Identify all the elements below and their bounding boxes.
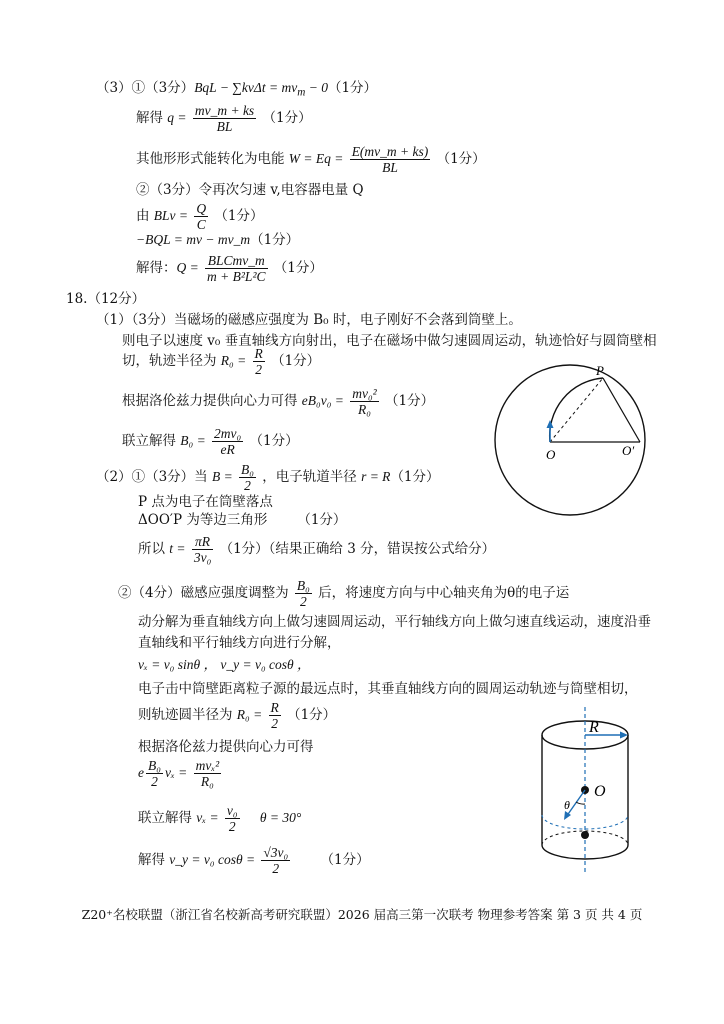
q18-1-line3	[122, 346, 320, 377]
fraction	[261, 845, 290, 876]
score: （1分）	[287, 707, 337, 723]
score: （1分）	[297, 512, 347, 528]
angle-arc	[576, 802, 585, 804]
score: （1分）	[214, 208, 264, 224]
label-p: P	[596, 363, 604, 378]
numerator: v₀	[226, 803, 238, 818]
text: 后，将速度方向与中心轴夹角为θ的电子运	[318, 585, 570, 601]
score: （1分）	[249, 433, 299, 449]
text: 切，轨迹半径为	[122, 353, 221, 369]
q17-3-line3	[136, 144, 486, 175]
equation: eB₀v₀ =	[301, 393, 344, 408]
text: （2）①（3分）当	[96, 469, 212, 485]
numerator: √3v₀	[263, 845, 289, 860]
text: 解得	[136, 110, 168, 126]
score: （1分）	[436, 151, 486, 167]
chord-op	[550, 378, 603, 442]
score: （1分）	[327, 80, 378, 96]
equation: vₓ =	[164, 765, 188, 780]
numerator: E(mv_m + ks)	[351, 144, 429, 159]
equation: W = Eq =	[288, 151, 344, 166]
score: （1分）	[271, 353, 321, 369]
q18-2a-line2: P 点为电子在筒壁落点	[138, 494, 273, 510]
text: 联立解得	[122, 433, 181, 449]
equation: BLv =	[153, 208, 189, 223]
fraction	[205, 253, 267, 284]
q18-2b-line10	[138, 845, 370, 876]
denominator: 2	[228, 819, 236, 834]
numerator: mv₀²	[352, 386, 377, 401]
q18-1-line1: （1）（3分）当磁场的磁感应强度为 B₀ 时，电子刚好不会落到筒壁上。	[96, 312, 522, 328]
equation: v_y = v₀ cosθ =	[169, 852, 256, 867]
equation: q =	[167, 110, 187, 125]
fraction	[253, 346, 265, 377]
point-bottom	[581, 831, 589, 839]
q17-3-line2	[136, 103, 312, 134]
label-o: O	[594, 783, 606, 800]
score: （1分）	[390, 469, 440, 485]
equation: Q =	[176, 260, 199, 275]
q18-2b-line4: vₓ = v₀ sinθ ， v_y = v₀ cosθ ，	[138, 657, 311, 672]
equation: B₀ =	[180, 433, 206, 448]
fraction	[239, 462, 256, 493]
text: ②（4分）磁感应强度调整为	[118, 585, 293, 601]
denominator: BL	[382, 160, 398, 175]
q18-1-line4	[122, 386, 434, 417]
q18-2a-line1	[96, 462, 440, 493]
equation: R₀ =	[220, 353, 247, 368]
score: （1分）	[384, 393, 435, 409]
q18-2b-line2: 动分解为垂直轴线方向上做匀速圆周运动，平行轴线方向上做匀速直线运动，速度沿垂	[138, 614, 651, 630]
q18-2b-line8	[138, 758, 223, 789]
score: （1分）	[250, 232, 300, 248]
q18-heading: 18.（12分）	[66, 291, 146, 307]
fraction	[194, 201, 208, 232]
text: 解得：	[136, 260, 177, 276]
label-o: O	[546, 447, 556, 462]
text: 联立解得	[138, 810, 197, 826]
equation: r = R	[361, 469, 391, 484]
denominator: eR	[220, 442, 235, 457]
q18-2b-line9	[138, 803, 301, 834]
q17-3-line7	[136, 253, 323, 284]
fraction	[194, 758, 222, 789]
numerator: 2mv₀	[214, 426, 242, 441]
cylinder-figure	[530, 705, 650, 875]
numerator: B₀	[148, 758, 161, 773]
label-theta: θ	[564, 798, 570, 812]
denominator: 2	[271, 716, 279, 731]
numerator: R	[254, 346, 263, 361]
q17-3-line6	[136, 231, 299, 249]
denominator: 2	[244, 478, 251, 493]
numerator: B₀	[241, 462, 254, 477]
text: 根据洛伦兹力提供向心力可得	[122, 393, 302, 409]
arrow-head-icon	[547, 420, 554, 428]
text: 则轨迹圆半径为	[138, 707, 237, 723]
fraction	[295, 578, 312, 609]
fraction	[192, 534, 213, 565]
equation-tail: − 0	[305, 80, 328, 95]
fraction	[146, 758, 163, 789]
numerator: BLCmv_m	[205, 253, 267, 269]
text: ΔOO′P 为等边三角形	[138, 512, 268, 528]
score: （1分）	[262, 110, 312, 126]
segment-po	[603, 378, 640, 442]
fraction	[225, 803, 240, 834]
text: （3）①（3分）	[96, 80, 195, 96]
numerator: mvₓ²	[195, 758, 220, 773]
q18-1-line2: 则电子以速度 v₀ 垂直轴线方向射出，电子在磁场中做匀速圆周运动，轨迹恰好与圆筒壁相	[122, 333, 657, 349]
numerator: πR	[192, 534, 213, 550]
page-footer: Z20⁺名校联盟（浙江省名校新高考研究联盟）2026 届高三第一次联考 物理参考答案 第 3 页 共 4 页	[81, 907, 643, 922]
q18-2b-line3: 直轴线和平行轴线方向进行分解，	[138, 635, 341, 651]
text: 所以	[138, 541, 170, 557]
q18-1-line5	[122, 426, 299, 457]
denominator: C	[196, 217, 206, 232]
denominator: 2	[299, 594, 307, 609]
fraction	[350, 386, 378, 417]
label-r: R	[589, 719, 599, 736]
equation: e	[138, 765, 144, 780]
equation: BqL − ∑kvΔt = mv	[194, 80, 298, 95]
text: 由	[136, 208, 154, 224]
equation: vₓ =	[196, 810, 219, 825]
q17-3-line4: ②（3分）令再次匀速 v,电容器电量 Q	[136, 182, 364, 198]
score: （1分）	[320, 852, 370, 868]
fraction	[269, 700, 281, 731]
denominator: R₀	[357, 402, 371, 417]
q18-2b-line7: 根据洛伦兹力提供向心力可得	[138, 739, 314, 755]
equation: −BQL = mv − mv_m	[136, 232, 251, 247]
numerator: B₀	[296, 578, 310, 593]
equation: θ = 30°	[259, 810, 302, 825]
denominator: m + B²L²C	[207, 269, 266, 284]
denominator: 3v₀	[193, 550, 212, 565]
denominator: 2	[255, 362, 263, 377]
circle-trajectory-figure	[470, 362, 670, 522]
cylinder-cross-section	[495, 365, 645, 515]
subscript: m	[297, 86, 306, 99]
label-o-prime: O′	[622, 443, 635, 458]
text: 其他形形式能转化为电能	[136, 151, 289, 167]
q18-2b-line5: 电子击中筒壁距离粒子源的最远点时，其垂直轴线方向的圆周运动轨迹与筒壁相切，	[138, 681, 638, 697]
fraction	[350, 144, 431, 175]
denominator: BL	[216, 119, 233, 134]
fraction	[193, 103, 256, 134]
score: （1分）	[273, 260, 323, 276]
denominator: 2	[151, 774, 158, 789]
q17-3-line5	[136, 201, 263, 232]
equation: R₀ =	[236, 707, 263, 722]
q17-3-line1	[96, 79, 377, 102]
denominator: 2	[272, 861, 280, 876]
denominator: R₀	[200, 774, 214, 789]
text: （1分）（结果正确给 3 分，错误按公式给分）	[219, 541, 496, 557]
text: 解得	[138, 852, 170, 868]
q18-2b-line6	[138, 700, 336, 731]
fraction	[212, 426, 243, 457]
numerator: mv_m + ks	[194, 103, 255, 118]
equation: B =	[211, 469, 233, 484]
q18-2a-line4	[138, 534, 495, 565]
q18-2a-line3	[138, 511, 346, 529]
text: ，电子轨道半径	[262, 469, 362, 485]
equation: t =	[169, 541, 186, 556]
numerator: R	[270, 700, 279, 715]
numerator: Q	[196, 201, 207, 216]
q18-2b-line1	[118, 578, 569, 609]
